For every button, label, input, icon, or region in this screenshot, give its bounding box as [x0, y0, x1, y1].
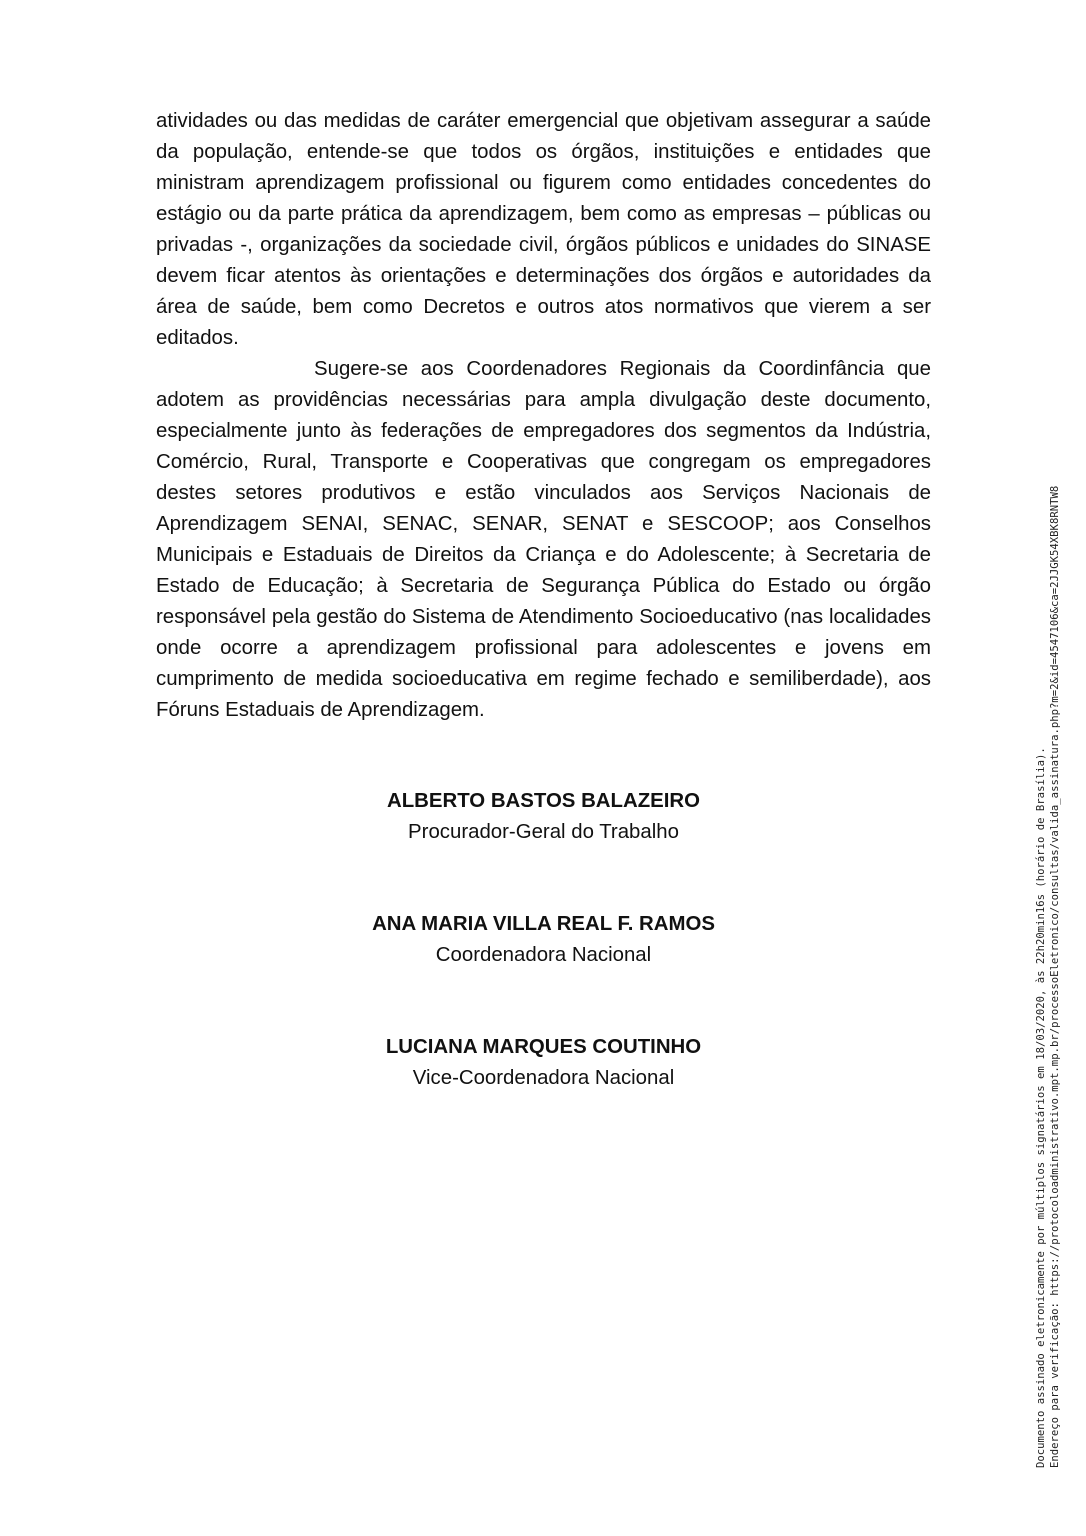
document-body	[156, 106, 931, 726]
signatory-role: Coordenadora Nacional	[435, 944, 652, 966]
signatory-name: ALBERTO BASTOS BALAZEIRO	[386, 790, 701, 812]
stamp-line-verification-url: Endereço para verificação: https://protocoloadministrativo.mpt.mp.br/processoEletronico/consultas/valida_assinatura.php?m=2&id=4547106&ca=2JJGK54XBK8RNTW8	[1049, 485, 1061, 1468]
body-paragraph-1: atividades ou das medidas de caráter emergencial que objetivam assegurar a saúde da população, entende-se que todos os órgãos, instituições e entidades que ministram aprendizagem profissional ou figurem como entidades concedentes do estágio ou da parte prática da aprendizagem, bem como as empresas – públicas ou privadas -, organizações da sociedade civil, órgãos públicos e unidades do SINASE devem ficar atentos às orientações e determinações dos órgãos e autoridades da área de saúde, bem como Decretos e outros atos normativos que vierem a ser editados.	[156, 110, 931, 349]
signatory-role: Procurador-Geral do Trabalho	[408, 821, 679, 843]
signatory-name: LUCIANA MARQUES COUTINHO	[385, 1036, 702, 1058]
stamp-line-signed: Documento assinado eletronicamente por múltiplos signatários em 18/03/2020, às 22h20min16s (horário de Brasília).	[1035, 747, 1047, 1468]
body-paragraph-2: Sugere-se aos Coordenadores Regionais da Coordinfância que adotem as providências necessárias para ampla divulgação deste documento, especialmente junto às federações de empregadores dos segmentos da Indústria, Comércio, Rural, Transporte e Cooperativas que congregam os empregadores destes setores produtivos e estão vinculados aos Serviços Nacionais de Aprendizagem SENAI, SENAC, SENAR, SENAT e SESCOOP; aos Conselhos Municipais e Estaduais de Direitos da Criança e do Adolescente; à Secretaria de Estado de Educação; à Secretaria de Segurança Pública do Estado ou órgão responsável pela gestão do Sistema de Atendimento Socioeducativo (nas localidades onde ocorre a aprendizagem profissional para adolescentes e jovens em cumprimento de medida socioeducativa em regime fechado e semiliberdade), aos Fóruns Estaduais de Aprendizagem.	[156, 358, 931, 721]
signature-block-3	[156, 1032, 931, 1094]
electronic-signature-stamp	[1034, 88, 1062, 1468]
signatory-role: Vice-Coordenadora Nacional	[412, 1067, 675, 1089]
signatory-name: ANA MARIA VILLA REAL F. RAMOS	[372, 913, 715, 935]
signature-block-1	[156, 786, 931, 848]
signature-block-2	[156, 909, 931, 971]
